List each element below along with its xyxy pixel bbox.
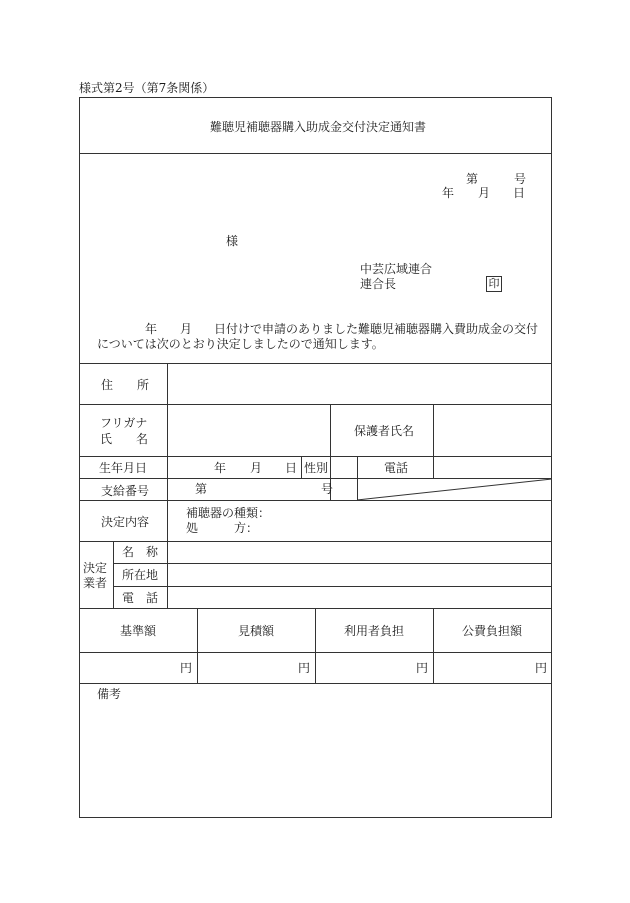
header-user-burden: 利用者負担 <box>344 624 405 638</box>
name-label: 氏 名 <box>100 432 149 446</box>
remarks-label: 備考 <box>97 687 122 701</box>
address-divider <box>79 404 552 405</box>
date-month: 月 <box>478 186 491 200</box>
body-line2: については次のとおり決定しましたので通知します。 <box>97 337 384 351</box>
birth-day: 日 <box>285 461 298 475</box>
vendor-phone-label: 電 話 <box>122 591 159 605</box>
vendor-subcol <box>113 541 114 609</box>
frame-bottom <box>79 817 552 818</box>
vendor-divider-2 <box>113 586 552 587</box>
doc-no-prefix: 第 <box>466 172 479 186</box>
yen-standard: 円 <box>180 661 193 675</box>
supply-no-label: 支給番号 <box>101 484 150 498</box>
prescription-label: 処 方： <box>186 521 259 535</box>
amount-header-divider <box>79 652 552 653</box>
frame-right <box>551 97 552 818</box>
birthdate-label: 生年月日 <box>99 461 148 475</box>
header-standard-amount: 基準額 <box>120 624 157 638</box>
body-line1: 日付けで申請のありました難聴児補聴器購入費助成金の交付 <box>214 322 539 336</box>
vendor-label-2: 業者 <box>83 576 108 590</box>
date-day: 日 <box>513 186 526 200</box>
vendor-divider-1 <box>113 563 552 564</box>
right-col-divider <box>433 404 434 479</box>
name-divider <box>79 456 552 457</box>
amount-divider <box>79 683 552 684</box>
frame-left <box>79 97 80 818</box>
doc-no-suffix: 号 <box>514 172 527 186</box>
addressee-honorific: 様 <box>226 234 239 248</box>
date-year: 年 <box>442 186 455 200</box>
amount-col-1 <box>197 608 198 684</box>
amount-col-2 <box>315 608 316 684</box>
label-col-divider <box>167 363 168 609</box>
amount-col-3 <box>433 608 434 684</box>
sender-title: 連合長 <box>360 277 397 291</box>
body-year: 年 <box>145 322 158 336</box>
phone-label: 電話 <box>384 461 409 475</box>
birth-month: 月 <box>250 461 263 475</box>
yen-public: 円 <box>535 661 548 675</box>
birth-year: 年 <box>214 461 227 475</box>
yen-estimate: 円 <box>298 661 311 675</box>
frame-top <box>79 97 552 98</box>
address-label: 住 所 <box>101 378 150 392</box>
supply-divider <box>79 500 552 501</box>
yen-user: 円 <box>416 661 429 675</box>
body-month: 月 <box>180 322 193 336</box>
diagonal-strike <box>357 478 552 501</box>
decision-label: 決定内容 <box>101 515 150 529</box>
supply-no-prefix: 第 <box>195 482 208 496</box>
supply-no-suffix: 号 <box>321 482 334 496</box>
notice-divider <box>79 363 552 364</box>
furigana-label: フリガナ <box>100 416 148 430</box>
sex-col-left <box>301 456 302 479</box>
sender-org: 中芸広域連合 <box>360 262 433 276</box>
vendor-location-label: 所在地 <box>122 568 159 582</box>
sex-label: 性別 <box>304 461 329 475</box>
aid-type-label: 補聴器の種類： <box>186 506 271 520</box>
header-public-burden: 公費負担額 <box>462 624 523 638</box>
header-estimate-amount: 見積額 <box>238 624 275 638</box>
decision-divider <box>79 541 552 542</box>
vendor-name-label: 名 称 <box>122 545 159 559</box>
form-number: 様式第2号（第7条関係） <box>79 81 215 95</box>
guardian-label: 保護者氏名 <box>354 424 415 438</box>
document-title: 難聴児補聴器購入助成金交付決定通知書 <box>210 120 427 134</box>
vendor-label-1: 決定 <box>83 561 108 575</box>
title-divider <box>79 153 552 154</box>
seal-mark: 印 <box>486 276 502 292</box>
